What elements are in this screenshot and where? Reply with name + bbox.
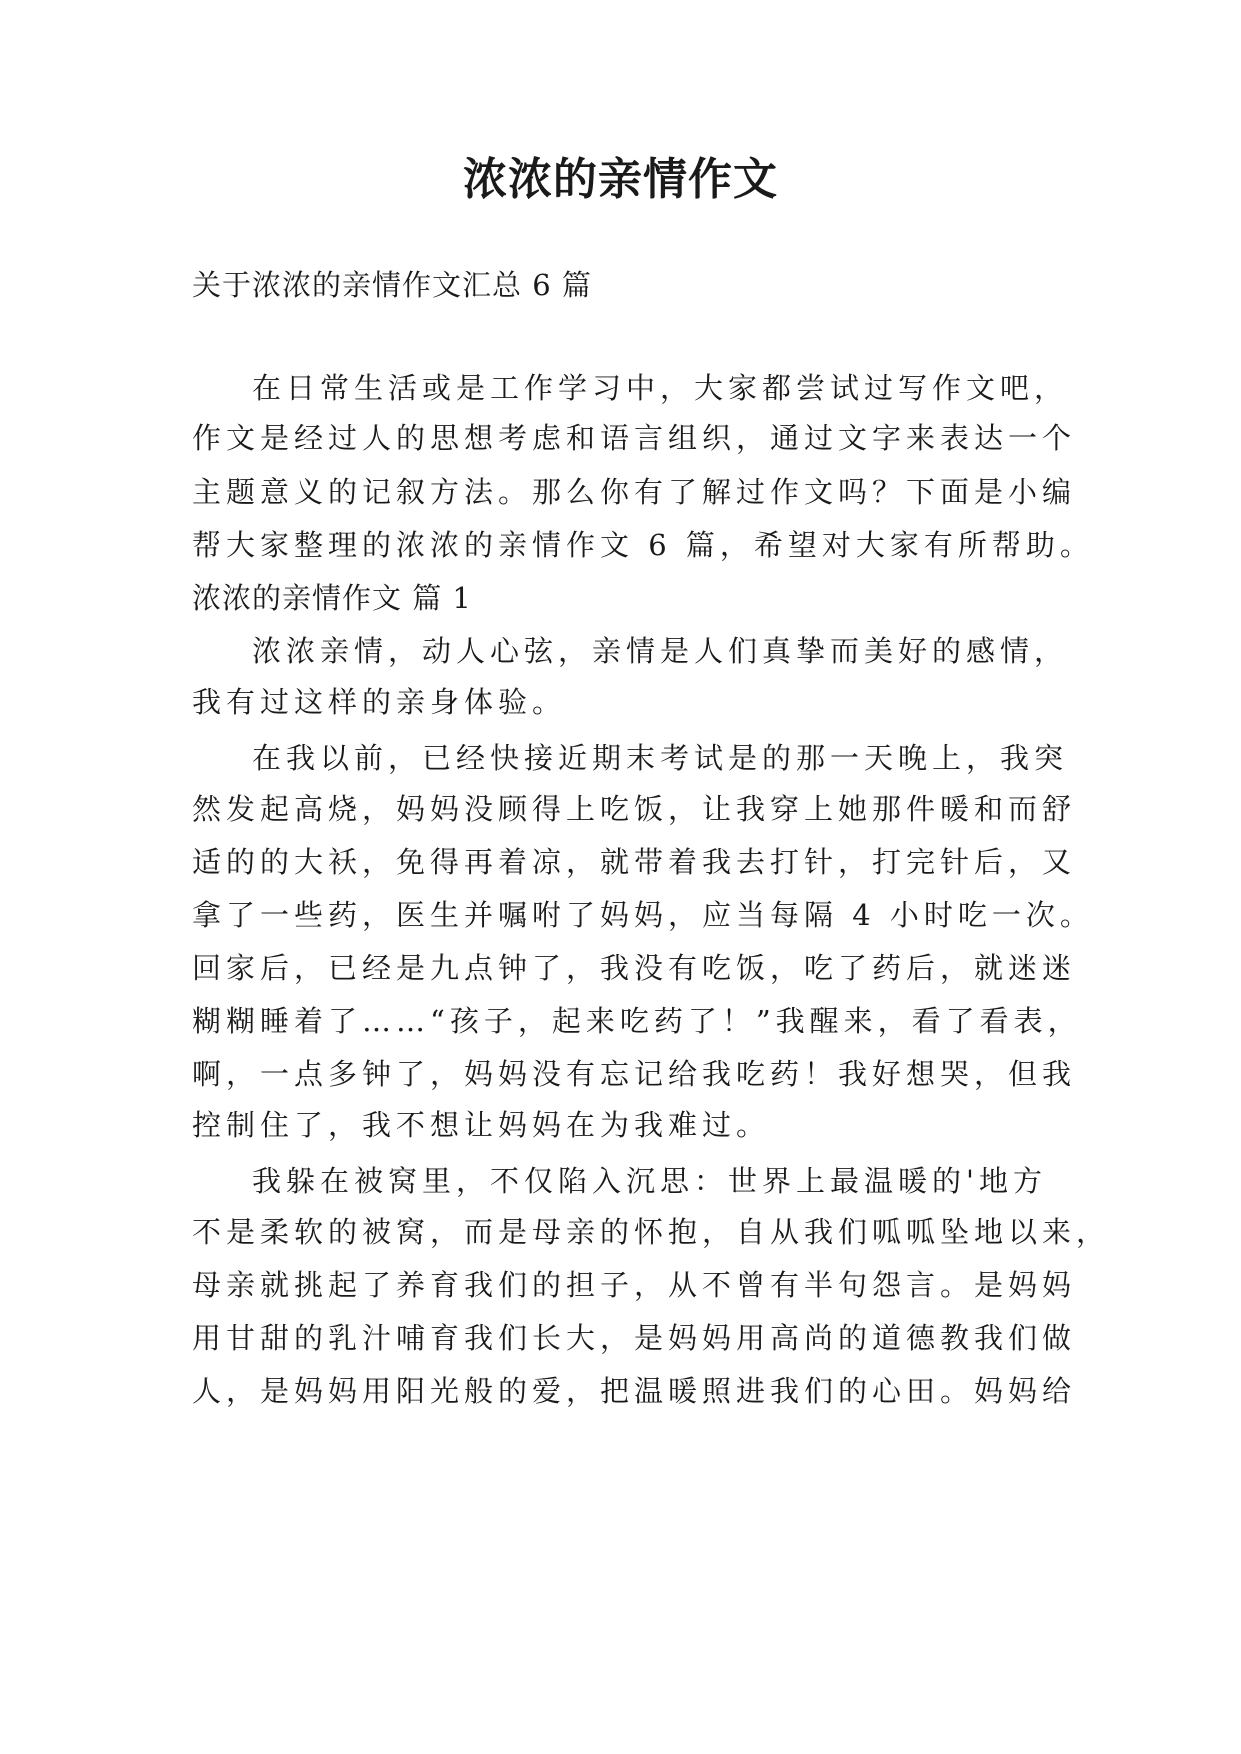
paragraph-line: 糊糊睡着了……“孩子，起来吃药了！”我醒来，看了看表， <box>192 1004 1082 1038</box>
paragraph-line: 控制住了，我不想让妈妈在为我难过。 <box>192 1108 771 1142</box>
section-heading: 浓浓的亲情作文 篇 1 <box>192 581 472 615</box>
paragraph-line: 帮大家整理的浓浓的亲情作文 6 篇，希望对大家有所帮助。 <box>192 528 1094 562</box>
paragraph-line: 母亲就挑起了养育我们的担子，从不曾有半句怨言。是妈妈 <box>192 1268 1077 1302</box>
paragraph-line: 拿了一些药，医生并嘱咐了妈妈，应当每隔 4 小时吃一次。 <box>192 898 1094 932</box>
paragraph-line: 不是柔软的被窝，而是母亲的怀抱，自从我们呱呱坠地以来， <box>192 1215 1111 1249</box>
paragraph-line: 主题意义的记叙方法。那么你有了解过作文吗？下面是小编 <box>192 475 1077 509</box>
paragraph-line: 我躲在被窝里，不仅陷入沉思：世界上最温暖的'地方 <box>252 1164 1047 1198</box>
paragraph-line: 啊，一点多钟了，妈妈没有忘记给我吃药！我好想哭，但我 <box>192 1057 1077 1091</box>
paragraph-line: 作文是经过人的思想考虑和语言组织，通过文字来表达一个 <box>192 421 1077 455</box>
paragraph-line: 然发起高烧，妈妈没顾得上吃饭，让我穿上她那件暖和而舒 <box>192 792 1077 826</box>
paragraph-line: 在日常生活或是工作学习中，大家都尝试过写作文吧， <box>252 371 1069 405</box>
paragraph-line: 回家后，已经是九点钟了，我没有吃饭，吃了药后，就迷迷 <box>192 951 1077 985</box>
paragraph-line: 人，是妈妈用阳光般的爱，把温暖照进我们的心田。妈妈给 <box>192 1374 1077 1408</box>
paragraph-line: 在我以前，已经快接近期末考试是的那一天晚上，我突 <box>252 741 1069 775</box>
paragraph-line: 适的的大袄，免得再着凉，就带着我去打针，打完针后，又 <box>192 845 1077 879</box>
document-title: 浓浓的亲情作文 <box>463 154 778 205</box>
document-subtitle: 关于浓浓的亲情作文汇总 6 篇 <box>192 268 592 302</box>
paragraph-line: 我有过这样的亲身体验。 <box>192 685 567 719</box>
paragraph-line: 用甘甜的乳汁哺育我们长大，是妈妈用高尚的道德教我们做 <box>192 1321 1077 1355</box>
paragraph-line: 浓浓亲情，动人心弦，亲情是人们真挚而美好的感情， <box>252 634 1069 668</box>
